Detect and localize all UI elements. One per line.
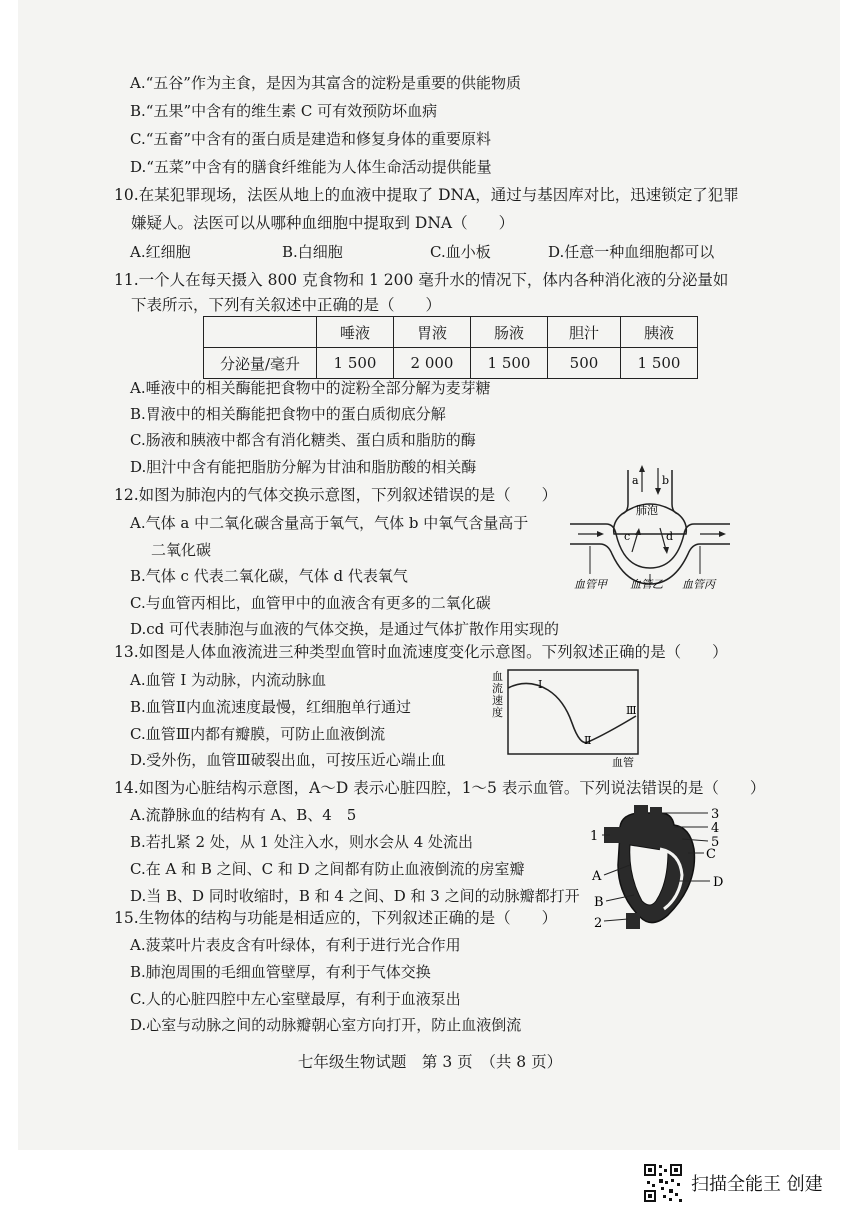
q11-option-d: D.胆汁中含有能把脂肪分解为甘油和脂肪酸的相关酶 <box>130 458 477 476</box>
q10-option-c: C.血小板 <box>430 243 491 261</box>
q15-option-d: D.心室与动脉之间的动脉瓣朝心室方向打开，防止血液倒流 <box>130 1016 522 1034</box>
q12-option-a: A.气体 a 中二氧化碳含量高于氧气，气体 b 中氧气含量高于 <box>130 514 529 532</box>
secretion-table <box>203 316 698 379</box>
heart-label-a: A <box>592 869 602 884</box>
table-cell: 1 500 <box>317 348 394 379</box>
q13-option-c: C.血管Ⅲ内都有瓣膜，可防止血液倒流 <box>130 725 386 743</box>
page-footer: 七年级生物试题 第 3 页 （共 8 页） <box>297 1053 563 1071</box>
q12-option-d: D.cd 可代表肺泡与血液的气体交换，是通过气体扩散作用实现的 <box>130 620 560 638</box>
curve-mark-2: Ⅱ <box>584 734 592 747</box>
curve-mark-3: Ⅲ <box>626 704 637 717</box>
q12-option-a-cont: 二氧化碳 <box>151 541 212 559</box>
q12-option-c: C.与血管丙相比，血管甲中的血液含有更多的二氧化碳 <box>130 594 491 612</box>
q11-stem-line2: 下表所示，下列有关叙述中正确的是（ ） <box>131 296 442 314</box>
heart-label-4: 4 <box>711 821 720 836</box>
table-cell: 胃液 <box>394 317 471 348</box>
q12-option-b: B.气体 c 代表二氧化碳，气体 d 代表氧气 <box>130 567 408 585</box>
q10-option-d: D.任意一种血细胞都可以 <box>548 243 715 261</box>
q13-stem: 13.如图是人体血液流进三种类型血管时血流速度变化示意图。下列叙述正确的是（ ） <box>114 643 728 661</box>
table-header-row <box>204 317 698 348</box>
heart-label-3: 3 <box>711 807 720 822</box>
y-label-3: 速 <box>492 694 503 707</box>
table-cell: 肠液 <box>471 317 548 348</box>
alveolus-figure <box>570 462 730 597</box>
label-c: c <box>624 530 631 543</box>
q14-option-c: C.在 A 和 B 之间、C 和 D 之间都有防止血液倒流的房室瓣 <box>130 860 525 878</box>
q10-stem-line2: 嫌疑人。法医可以从哪种血细胞中提取到 DNA（ ） <box>131 214 515 232</box>
table-cell: 唾液 <box>317 317 394 348</box>
table-cell: 胆汁 <box>548 317 621 348</box>
q14-option-a: A.流静脉血的结构有 A、B、4 5 <box>130 806 357 824</box>
q9-option-d: D.“五菜”中含有的膳食纤维能为人体生命活动提供能量 <box>130 158 492 176</box>
q15-option-c: C.人的心脏四腔中左心室壁最厚，有利于血液泵出 <box>130 990 461 1008</box>
heart-label-b: B <box>594 895 604 910</box>
q13-option-b: B.血管Ⅱ内血流速度最慢，红细胞单行通过 <box>130 698 411 716</box>
table-row <box>204 348 698 379</box>
curve-mark-1: I <box>538 678 543 691</box>
watermark-text: 扫描全能王 创建 <box>691 1174 823 1195</box>
y-label-1: 血 <box>492 670 503 683</box>
table-cell <box>204 317 317 348</box>
q9-option-b: B.“五果”中含有的维生素 C 可有效预防坏血病 <box>130 102 438 120</box>
table-cell: 500 <box>548 348 621 379</box>
label-vessel-2: 血管乙 <box>630 578 663 591</box>
q15-stem: 15.生物体的结构与功能是相适应的，下列叙述正确的是（ ） <box>114 909 558 927</box>
y-label-2: 流 <box>492 682 503 695</box>
label-vessel-3: 血管丙 <box>682 578 715 591</box>
heart-figure <box>590 805 730 935</box>
table-cell: 2 000 <box>394 348 471 379</box>
q13-option-d: D.受外伤，血管Ⅲ破裂出血，可按压近心端止血 <box>130 751 446 769</box>
q12-stem: 12.如图为肺泡内的气体交换示意图，下列叙述错误的是（ ） <box>114 486 558 504</box>
q10-option-a: A.红细胞 <box>130 243 191 261</box>
blood-flow-figure <box>488 668 658 768</box>
q15-option-a: A.菠菜叶片表皮含有叶绿体，有利于进行光合作用 <box>130 936 461 954</box>
q14-stem: 14.如图为心脏结构示意图，A～D 表示心脏四腔，1～5 表示血管。下列说法错误的是（ ） <box>114 779 766 797</box>
q14-option-b: B.若扎紧 2 处，从 1 处注入水，则水会从 4 处流出 <box>130 833 474 851</box>
label-b: b <box>662 474 670 487</box>
scanner-watermark <box>643 1163 823 1203</box>
label-alveolus: 肺泡 <box>636 504 658 517</box>
q9-option-c: C.“五畜”中含有的蛋白质是建造和修复身体的重要原料 <box>130 130 492 148</box>
table-cell: 胰液 <box>621 317 698 348</box>
table-cell: 1 500 <box>471 348 548 379</box>
q10-stem-line1: 10.在某犯罪现场，法医从地上的血液中提取了 DNA，通过与基因库对比，迅速锁定了犯罪 <box>114 186 739 204</box>
table-cell: 1 500 <box>621 348 698 379</box>
label-vessel-1: 血管甲 <box>574 578 607 591</box>
label-d: d <box>666 530 674 543</box>
heart-label-1: 1 <box>590 829 599 844</box>
label-a: a <box>632 474 639 487</box>
heart-label-d: D <box>713 875 724 890</box>
q11-option-b: B.胃液中的相关酶能把食物中的蛋白质彻底分解 <box>130 405 446 423</box>
heart-label-c: C <box>706 847 716 862</box>
q9-option-a: A.“五谷”作为主食，是因为其富含的淀粉是重要的供能物质 <box>130 74 521 92</box>
y-label-4: 度 <box>492 706 503 719</box>
q11-stem-line1: 11.一个人在每天摄入 800 克食物和 1 200 毫升水的情况下，体内各种消化液的分泌量如 <box>114 271 729 289</box>
q14-option-d: D.当 B、D 同时收缩时，B 和 4 之间、D 和 3 之间的动脉瓣都打开 <box>130 887 580 905</box>
x-label: 血管 <box>612 756 634 768</box>
q10-option-b: B.白细胞 <box>282 243 343 261</box>
q15-option-b: B.肺泡周围的毛细血管壁厚，有利于气体交换 <box>130 963 431 981</box>
table-cell: 分泌量/毫升 <box>204 348 317 379</box>
q13-option-a: A.血管 I 为动脉，内流动脉血 <box>130 671 327 689</box>
q11-option-a: A.唾液中的相关酶能把食物中的淀粉全部分解为麦芽糖 <box>130 379 491 397</box>
heart-label-2: 2 <box>594 916 603 931</box>
qr-code-icon <box>643 1163 683 1203</box>
q11-option-c: C.肠液和胰液中都含有消化糖类、蛋白质和脂肪的酶 <box>130 431 476 449</box>
heart-label-5: 5 <box>711 835 720 850</box>
